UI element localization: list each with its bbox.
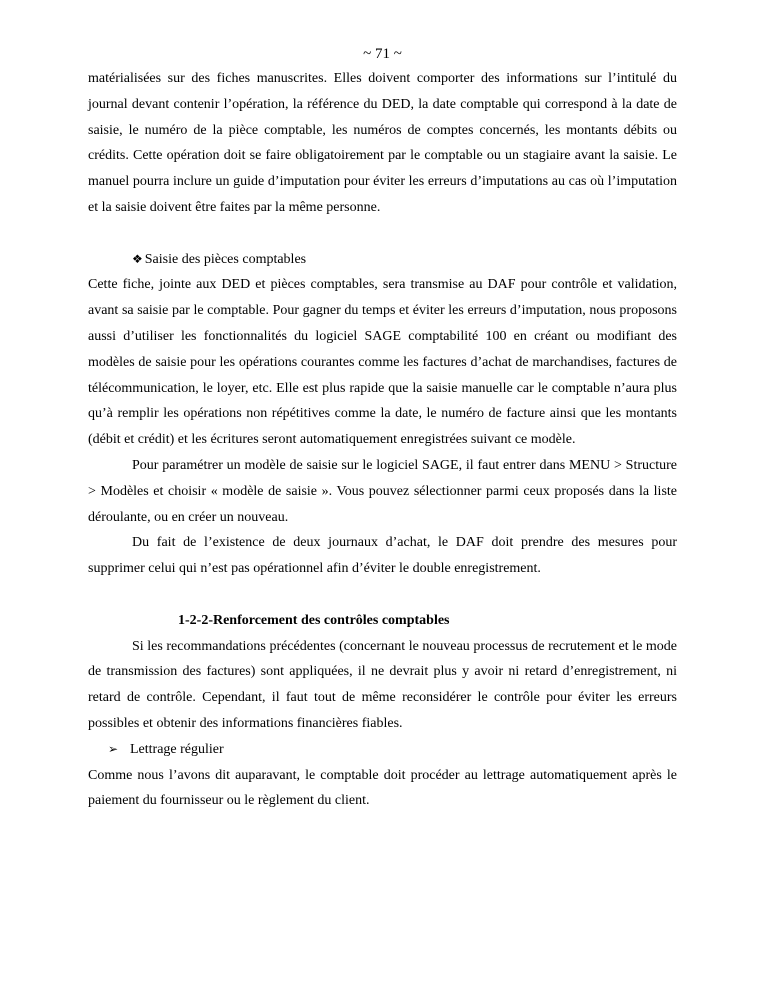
- page-content: [88, 66, 677, 814]
- diamond-bullet-icon: ❖: [132, 251, 143, 266]
- page-number: ~ 71 ~: [363, 46, 402, 62]
- spacer: [88, 221, 677, 247]
- paragraph-recommandations: Si les recommandations précédentes (concernant le nouveau processus de recrutement et le mode de transmission des factures) sont appliquées, il ne devrait plus y avoir ni retard d’enregistrement, ni retard de contrôle. Cependant, il faut tout de même reconsidérer le contrôle pour éviter les erreurs possibles et obtenir des informations financières fiables.: [88, 638, 677, 731]
- subheading-saisie: [88, 247, 677, 273]
- subheading-saisie-label: Saisie des pièces comptables: [144, 251, 307, 267]
- paragraph-fiche-transmise: Cette fiche, jointe aux DED et pièces comptables, sera transmise au DAF pour contrôle et validation, avant sa saisie par le comptable. Pour gagner du temps et éviter les erreurs d’imputation, nous proposons aussi d’utiliser les fonctionnalités du logiciel SAGE comptabilité 100 en créant ou modifiant des modèles de saisie pour les opérations courantes comme les factures d’achat de marchandises, factures de télécommunication, le loyer, etc. Elle est plus rapide que la saisie manuelle car le comptable n’aura plus qu’à remplir les opérations non répétitives comme la date, le numéro de facture ainsi que les montants (débit et crédit) et les écritures seront automatiquement enregistrées suivant ce modèle.: [88, 277, 677, 448]
- spacer: [88, 582, 677, 608]
- subheading-lettrage-label: Lettrage régulier: [130, 741, 224, 757]
- subheading-lettrage: [88, 737, 677, 763]
- paragraph-parametrer-modele: Pour paramétrer un modèle de saisie sur le logiciel SAGE, il faut entrer dans MENU > Structure > Modèles et choisir « modèle de saisie ». Vous pouvez sélectionner parmi ceux proposés dans la liste déroulante, ou en créer un nouveau.: [88, 457, 677, 525]
- paragraph-fiches: matérialisées sur des fiches manuscrites. Elles doivent comporter des informations sur l’intitulé du journal devant contenir l’opération, la référence du DED, la date comptable qui correspond à la date de saisie, le numéro de la pièce comptable, les numéros de comptes concernés, les montants débits ou crédits. Cette opération doit se faire obligatoirement par le comptable ou un stagiaire avant la saisie. Le manuel pourra inclure un guide d’imputation pour éviter les erreurs d’imputations au cas où l’imputation et la saisie doivent être faites par la même personne.: [88, 71, 677, 215]
- section-heading-controles: 1-2-2-Renforcement des contrôles comptables: [178, 612, 450, 628]
- paragraph-lettrage: Comme nous l’avons dit auparavant, le comptable doit procéder au lettrage automatiquement après le paiement du fournisseur ou le règlement du client.: [88, 767, 677, 809]
- paragraph-journaux-achat: Du fait de l’existence de deux journaux d’achat, le DAF doit prendre des mesures pour supprimer celui qui n’est pas opérationnel afin d’éviter le double enregistrement.: [88, 535, 677, 577]
- arrow-bullet-icon: ➢: [108, 741, 119, 756]
